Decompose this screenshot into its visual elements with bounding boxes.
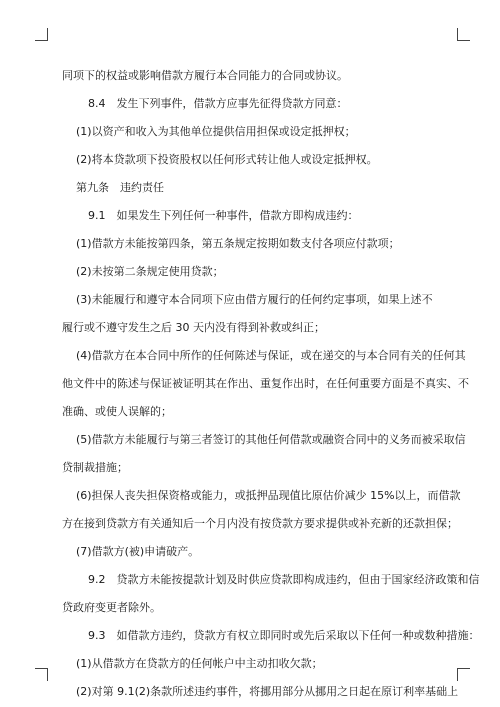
list-item: (1)从借款方在贷款方的任何帐户中主动扣收欠款；	[76, 657, 323, 670]
list-item: (2)对第 9.1(2)条款所述违约事件，将挪用部分从挪用之日起在原订利率基础上	[76, 685, 459, 698]
crop-mark-bottom-right	[457, 668, 470, 681]
list-item: (3)未能履行和遵守本合同项下应由借方履行的任何约定事项，如果上述不	[76, 293, 433, 306]
list-item: (1)以资产和收入为其他单位提供信用担保或设定抵押权；	[76, 125, 356, 138]
clause-9-2: 9.2 贷款方未能按提款计划及时供应贷款即构成违约，但由于国家经济政策和信	[88, 573, 480, 586]
paragraph-line: 履行或不遵守发生之后 30 天内没有得到补救或纠正；	[62, 321, 325, 334]
list-item: (2)将本贷款项下投资股权以任何形式转让他人或设定抵押权。	[76, 153, 378, 166]
list-item: (1)借款方未能按第四条，第五条规定按期如数支付各项应付款项；	[76, 237, 400, 250]
document-body	[62, 62, 480, 706]
article-heading: 第九条 违约责任	[76, 181, 164, 194]
list-item: (5)借款方未能履行与第三者签订的其他任何借款或融资合同中的义务而被采取信	[76, 433, 466, 446]
paragraph-line: 他文件中的陈述与保证被证明其在作出、重复作出时，在任何重要方面是不真实、不	[62, 377, 469, 390]
list-item: (4)借款方在本合同中所作的任何陈述与保证，或在递交的与本合同有关的任何其	[76, 349, 466, 362]
clause-9-1: 9.1 如果发生下列任何一种事件，借款方即构成违约：	[88, 209, 359, 222]
list-item: (2)未按第二条规定使用贷款；	[76, 265, 224, 278]
clause-9-3: 9.3 如借款方违约，贷款方有权立即同时或先后采取以下任何一种或数种措施：	[88, 629, 480, 642]
list-item: (6)担保人丧失担保资格或能力，或抵押品现值比原估价减少 15%以上，而借款	[76, 489, 461, 502]
crop-mark-top-left	[35, 28, 48, 41]
clause-8-4: 8.4 发生下列事件，借款方应事先征得贷款方同意：	[88, 97, 348, 110]
paragraph-line: 准确、或使人误解的；	[62, 405, 172, 418]
paragraph-line: 贷政府变更者除外。	[62, 601, 161, 614]
crop-mark-bottom-left	[35, 668, 48, 681]
paragraph-line: 贷制裁措施；	[62, 461, 128, 474]
list-item: (7)借款方(被)申请破产。	[76, 545, 200, 558]
paragraph-line: 方在接到贷款方有关通知后一个月内没有按贷款方要求提供或补充新的还款担保；	[62, 517, 458, 530]
paragraph-line: 同项下的权益或影响借款方履行本合同能力的合同或协议。	[62, 69, 348, 82]
crop-mark-top-right	[457, 28, 470, 41]
